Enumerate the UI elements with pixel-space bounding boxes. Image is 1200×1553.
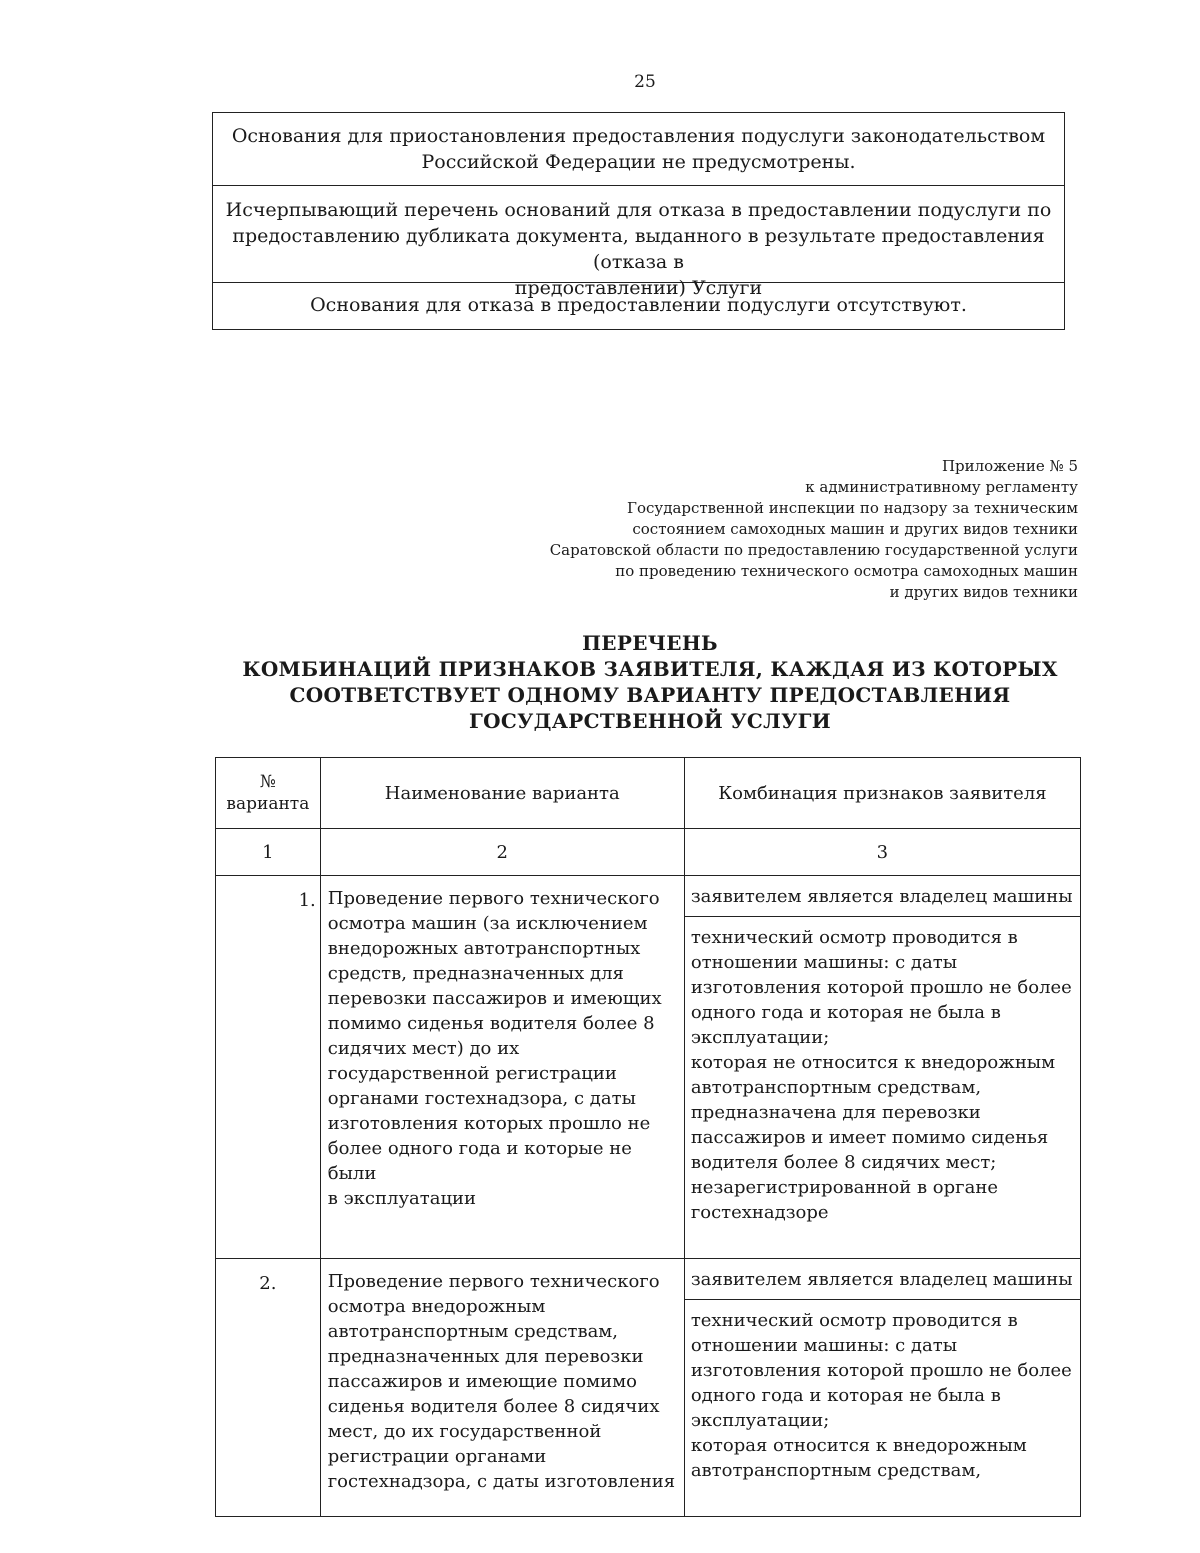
suspension-refusal-table — [212, 112, 1065, 330]
title-line: ГОСУДАРСТВЕННОЙ УСЛУГИ — [469, 709, 831, 733]
document-title — [200, 630, 1100, 734]
header-attribute-combination: Комбинация признаков заявителя — [684, 758, 1080, 829]
combination-applicant: заявителем является владелец машины — [690, 1269, 1073, 1290]
refusal-grounds-row: Основания для отказа в предоставлении подуслуги отсутствуют. — [213, 282, 1064, 329]
variant-name: Проведение первого технического осмотра машин (за исключением внедорожных автотранспортных средств, предназначенных для перевозки пассажиров и имеющих помимо сиденья водителя более 8 сидячих мест) до их государственной регистрации органами гостехнадзора, с даты изготовления которых прошло не более одного года и которые не были в эксплуатации — [320, 876, 684, 1259]
variant-number: 1. — [216, 876, 321, 1259]
appendix-line: по проведению технического осмотра самоходных машин — [615, 562, 1078, 580]
appendix-line: к административному регламенту — [805, 478, 1078, 496]
column-number-row — [216, 829, 1081, 876]
combination-applicant: заявителем является владелец машины — [690, 886, 1073, 907]
header-variant-name: Наименование варианта — [320, 758, 684, 829]
variants-table — [215, 757, 1081, 1517]
suspension-grounds-row: Основания для приостановления предоставления подуслуги законодательством Российской Федерации не предусмотрены. — [231, 125, 1046, 173]
combination-conditions: технический осмотр проводится в отношении машины: с даты изготовления которой прошло не более одного года и которая не была в эксплуатации; которая не относится к внедорожным автотранспортным средствам, предназначена для перевозки пассажиров и имеет помимо сиденья водителя более 8 сидячих мест; незарегистрированной в органе гостехнадзоре — [685, 916, 1080, 1231]
attribute-combination — [684, 1259, 1080, 1517]
column-number: 2 — [320, 829, 684, 876]
title-line: СООТВЕТСТВУЕТ ОДНОМУ ВАРИАНТУ ПРЕДОСТАВЛЕНИЯ — [289, 683, 1011, 707]
combination-conditions: технический осмотр проводится в отношении машины: с даты изготовления которой прошло не более одного года и которая не была в эксплуатации; которая относится к внедорожным автотранспортным средствам, — [685, 1299, 1080, 1489]
appendix-line: Саратовской области по предоставлению государственной услуги — [549, 541, 1078, 559]
refusal-grounds-heading-row: Исчерпывающий перечень оснований для отказа в предоставлении подуслуги по предоставлению дубликата документа, выданного в результате предоставления (отказа в предоставлении) Услуги — [213, 185, 1064, 282]
appendix-line: и других видов техники — [889, 583, 1078, 601]
variant-number: 2. — [216, 1259, 321, 1517]
appendix-line: Приложение № 5 — [941, 457, 1078, 475]
appendix-note — [438, 456, 1078, 603]
table-row — [216, 1259, 1081, 1517]
appendix-line: Государственной инспекции по надзору за техническим — [627, 499, 1078, 517]
appendix-line: состоянием самоходных машин и других видов техники — [632, 520, 1078, 538]
table-header-row — [216, 758, 1081, 829]
column-number: 1 — [216, 829, 321, 876]
page-number: 25 — [634, 72, 656, 92]
title-line: КОМБИНАЦИЙ ПРИЗНАКОВ ЗАЯВИТЕЛЯ, КАЖДАЯ ИЗ КОТОРЫХ — [242, 657, 1058, 681]
variant-name: Проведение первого технического осмотра внедорожным автотранспортным средствам, предназначенных для перевозки пассажиров и имеющие помимо сиденья водителя более 8 сидячих мест, до их государственной регистрации органами гостехнадзора, с даты изготовления — [320, 1259, 684, 1517]
attribute-combination — [684, 876, 1080, 1259]
header-variant-number: № варианта — [216, 758, 321, 829]
title-line: ПЕРЕЧЕНЬ — [582, 631, 718, 655]
column-number: 3 — [684, 829, 1080, 876]
table-row — [216, 876, 1081, 1259]
